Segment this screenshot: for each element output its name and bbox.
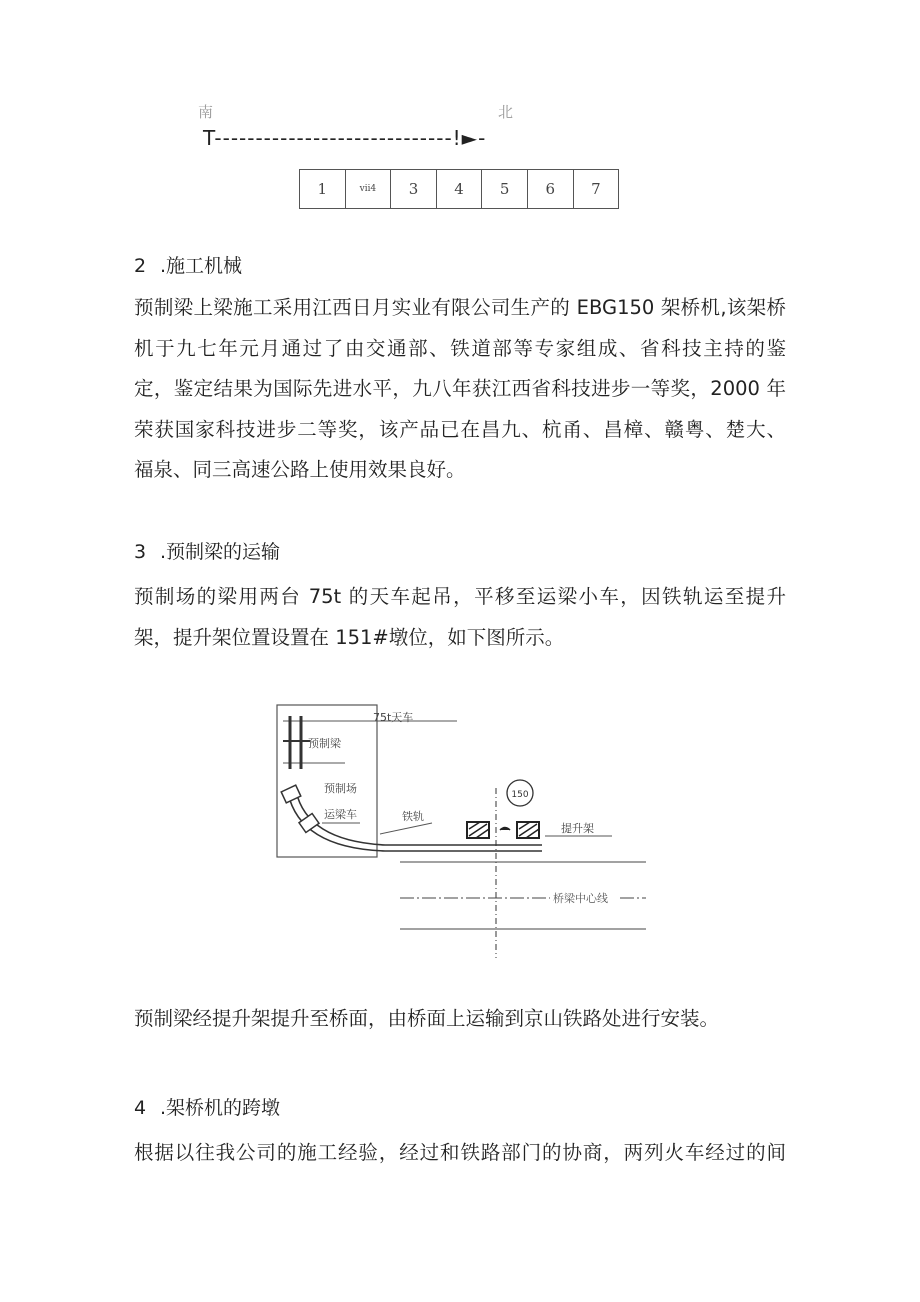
paragraph	[134, 999, 719, 1040]
paragraph-line: 机于九七年元月通过了由交通部、铁道部等专家组成、省科技主持的鉴	[134, 336, 786, 360]
paragraph-line: 福泉、同三高速公路上使用效果良好。	[134, 458, 466, 481]
section-title: .施工机械	[160, 255, 243, 277]
yard-boundary	[277, 705, 377, 857]
sequence-cell: 5	[482, 170, 528, 209]
section-number: 2	[134, 255, 147, 277]
sequence-cell: 3	[391, 170, 437, 209]
paragraph-line: 荣获国家科技进步二等奖，该产品已在昌九、杭甬、昌樟、赣粤、楚大、	[134, 417, 786, 441]
lift-label: 提升架	[561, 822, 594, 835]
paragraph-line: 根据以往我公司的施工经验，经过和铁路部门的协商，两列火车经过的间	[134, 1141, 786, 1164]
lift-hook	[500, 828, 510, 831]
centerline-label: 桥梁中心线	[553, 892, 608, 905]
cart-rear	[299, 813, 319, 832]
paragraph	[134, 1133, 786, 1174]
rail-leader	[380, 823, 432, 834]
section-number: 4	[134, 1097, 147, 1119]
north-label: 北	[498, 103, 514, 121]
rail-label: 铁轨	[402, 810, 424, 823]
paragraph-line: 定，鉴定结果为国际先进水平，九八年获江西省科技进步一等奖，2000 年	[134, 377, 786, 400]
paragraph-line: 预制梁上梁施工采用江西日月实业有限公司生产的 EBG150 架桥机,该架桥	[134, 296, 786, 319]
cart-front	[281, 785, 301, 803]
south-label: 南	[198, 103, 214, 121]
sequence-cell: 4	[436, 170, 482, 209]
section-heading	[134, 1093, 280, 1120]
section-title: .架桥机的跨墩	[160, 1097, 281, 1119]
sequence-cell: 1	[300, 170, 346, 209]
cart-label: 运梁车	[324, 808, 357, 821]
direction-arrow-line: T-----------------------------!►-	[203, 126, 487, 150]
section-number: 3	[134, 541, 147, 563]
yard-label: 预制场	[324, 782, 357, 795]
paragraph-line: 预制场的梁用两台 75t 的天车起吊，平移至运梁小车，因铁轨运至提升	[134, 585, 786, 608]
section-title: .预制梁的运输	[160, 541, 281, 563]
pier-label: 150	[511, 790, 529, 800]
sequence-cell: 6	[527, 170, 573, 209]
paragraph-line: 架，提升架位置设置在 151#墩位，如下图所示。	[134, 625, 565, 649]
beam-label: 预制梁	[308, 737, 341, 750]
crane-label: 75t天车	[373, 711, 414, 724]
paragraph-line: 预制梁经提升架提升至桥面，由桥面上运输到京山铁路处进行安装。	[134, 1007, 720, 1030]
sequence-cell: 7	[573, 170, 619, 209]
sequence-cell: ⅶ4	[345, 170, 391, 209]
